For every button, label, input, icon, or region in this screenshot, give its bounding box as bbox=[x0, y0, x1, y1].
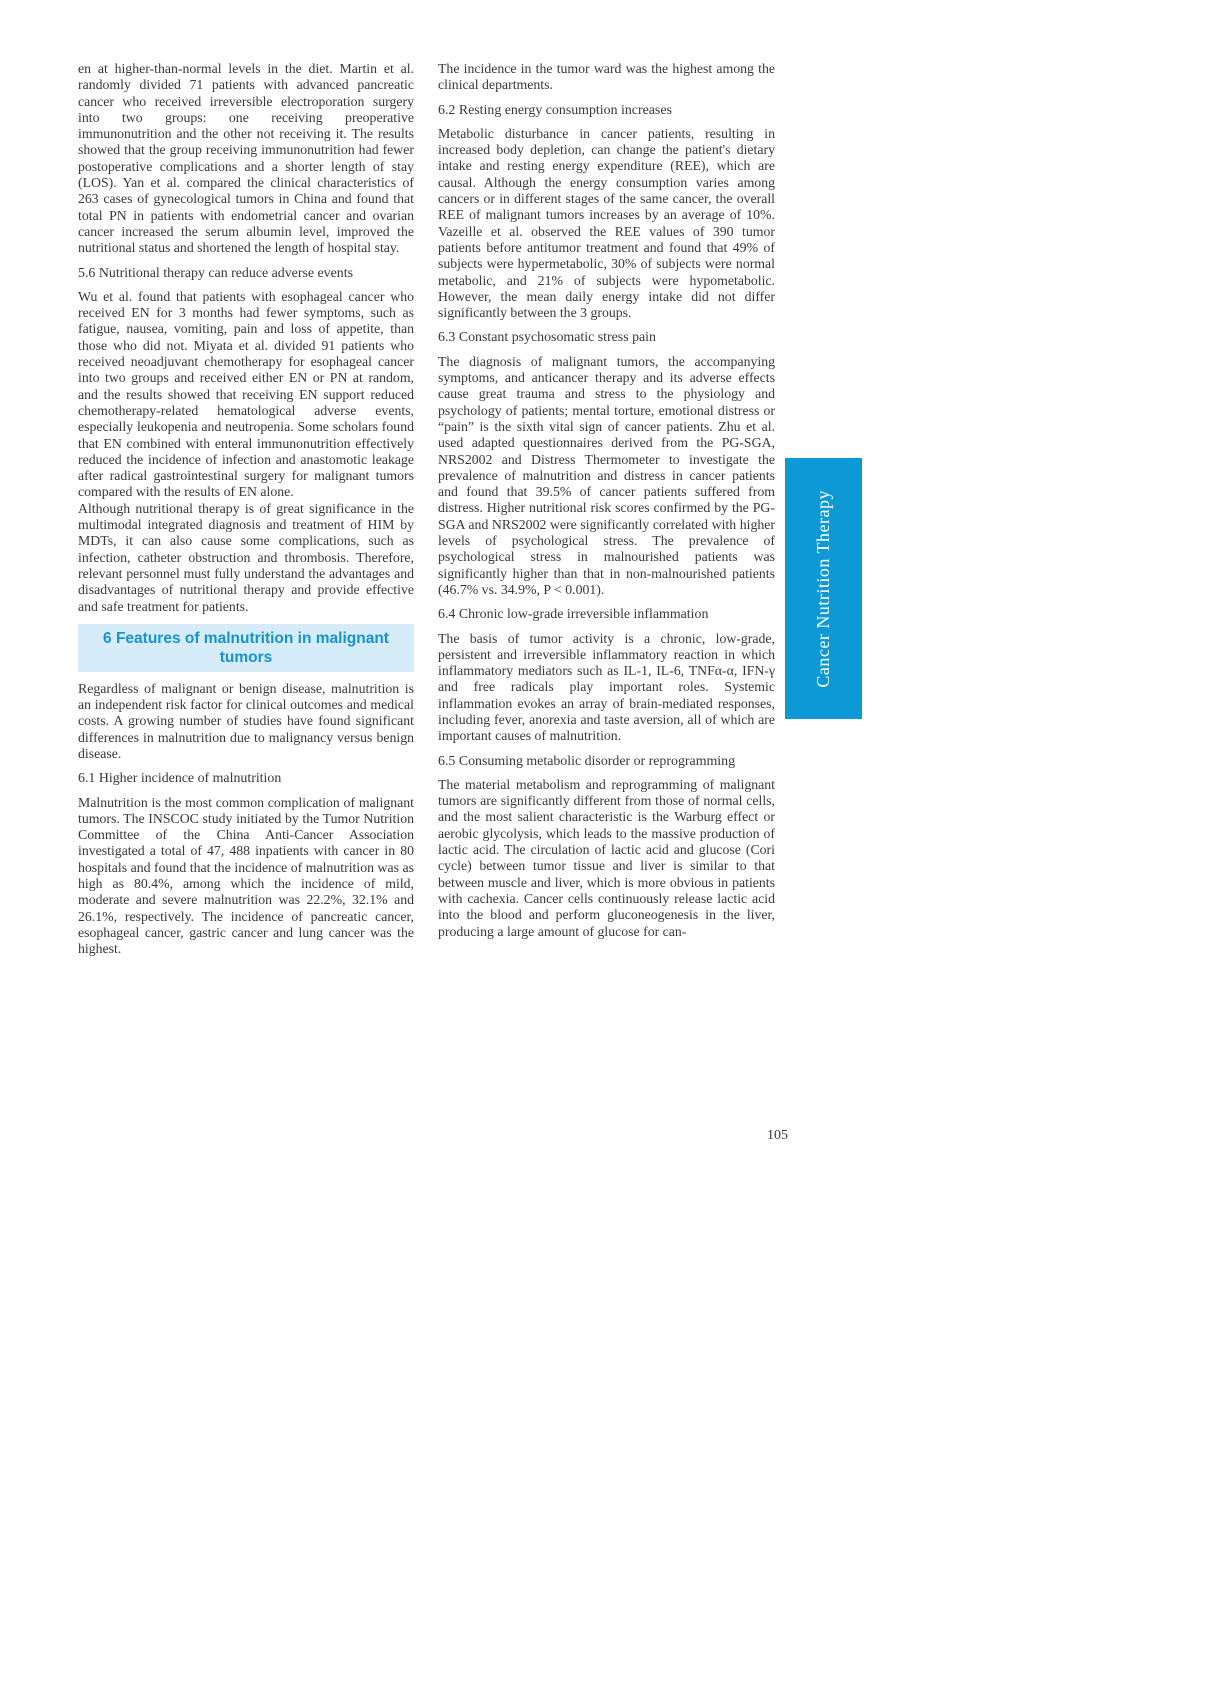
heading-6-2: 6.2 Resting energy consumption increases bbox=[438, 102, 672, 118]
paragraph: The material metabolism and reprogramming of malignant tumors are significantly different from those of normal cells, and the most salient characteristic is the Warburg effect or aerobic glycolysis, which leads to the massive production of lactic acid. The circulation of lactic acid and glucose (Cori cycle) between tumor tissue and liver is similar to that between muscle and liver, which is more obvious in patients with cachexia. Cancer cells continuously release lactic acid into the blood and perform gluconeogenesis in the liver, producing a large amount of glucose for can- bbox=[438, 776, 775, 939]
paragraph-continued-from-previous-page: en at higher-than-normal levels in the diet. Martin et al. randomly divided 71 patients with advanced pancreatic cancer who received irreversible electroporation surgery into two groups: one receiving preoperative immunonutrition and the other not receiving it. The results showed that the group receiving immunonutrition had fewer postoperative complications and a shorter length of stay (LOS). Yan et al. compared the clinical characteristics of 263 cases of gynecological tumors in China and found that total PN in patients with endometrial cancer and ovarian cancer increased the serum albumin level, improved the nutritional status and shortened the length of hospital stay. bbox=[78, 61, 414, 256]
heading-6-4: 6.4 Chronic low-grade irreversible inflammation bbox=[438, 607, 709, 623]
page-number: 105 bbox=[767, 1128, 788, 1143]
heading-6-3: 6.3 Constant psychosomatic stress pain bbox=[438, 330, 656, 346]
right-column bbox=[438, 61, 775, 940]
paragraph: Metabolic disturbance in cancer patients, resulting in increased body depletion, can change the patient's dietary intake and resting energy expenditure (REE), which are causal. Although the energy consumption varies among cancers or in different stages of the same cancer, the overall REE of malignant tumors increases by an average of 10%. Vazeille et al. observed the REE values of 390 tumor patients before antitumor treatment and found that 49% of subjects were hypermetabolic, 30% of subjects were normal metabolic, and 21% of subjects were hypometabolic. However, the mean daily energy intake did not differ significantly between the 3 groups. bbox=[438, 125, 775, 321]
paragraph: The incidence in the tumor ward was the highest among the clinical departments. bbox=[438, 61, 775, 93]
paragraph: Malnutrition is the most common complication of malignant tumors. The INSCOC study initiated by the Tumor Nutrition Committee of the China Anti-Cancer Association investigated a total of 47, 488 inpatients with cancer in 80 hospitals and found that the incidence of malnutrition was as high as 80.4%, among which the incidence of mild, moderate and severe malnutrition was 22.2%, 32.1% and 26.1%, respectively. The incidence of pancreatic cancer, esophageal cancer, gastric cancer and lung cancer was the highest. bbox=[78, 794, 414, 957]
chapter-side-tab-label: Cancer Nutrition Therapy bbox=[813, 489, 833, 688]
left-column bbox=[78, 61, 414, 958]
heading-5-6: 5.6 Nutritional therapy can reduce adverse events bbox=[78, 265, 353, 281]
heading-6-1: 6.1 Higher incidence of malnutrition bbox=[78, 771, 282, 787]
chapter-side-tab bbox=[785, 458, 862, 719]
paragraph: The basis of tumor activity is a chronic, low-grade, persistent and irreversible inflammatory reaction in which inflammatory mediators such as IL-1, IL-6, TNFα-α, IFN-γ and free radicals play important roles. Systemic inflammation evokes an array of brain-mediated responses, including fever, anorexia and taste aversion, all of which are important causes of malnutrition. bbox=[438, 630, 775, 744]
heading-6-5: 6.5 Consuming metabolic disorder or reprogramming bbox=[438, 753, 736, 769]
paragraph: Wu et al. found that patients with esophageal cancer who received EN for 3 months had fewer symptoms, such as fatigue, nausea, vomiting, pain and loss of appetite, than those who did not. Miyata et al. divided 91 patients who received neoadjuvant chemotherapy for esophageal cancer into two groups and received either EN or PN at random, and the results showed that receiving EN support reduced chemotherapy-related hematological adverse events, especially leukopenia and neutropenia. Some scholars found that EN combined with enteral immunonutrition effectively reduced the incidence of infection and anastomotic leakage after radical gastrointestinal surgery for malignant tumors compared with the results of EN alone. bbox=[78, 288, 414, 500]
paragraph: The diagnosis of malignant tumors, the accompanying symptoms, and anticancer therapy and its adverse effects cause great trauma and stress to the physiology and psychology of patients; mental torture, emotional distress or “pain” is the sixth vital sign of cancer patients. Zhu et al. used adapted questionnaires derived from the PG-SGA, NRS2002 and Distress Thermometer to investigate the prevalence of malnutrition and distress in cancer patients and found that 39.5% of cancer patients suffered from distress. Higher nutritional risk scores confirmed by the PG-SGA and NRS2002 were significantly correlated with higher levels of psychological stress. The prevalence of psychological stress in malnourished patients was significantly higher than that in non-malnourished patients (46.7% vs. 34.9%, P < 0.001). bbox=[438, 353, 775, 597]
paragraph: Although nutritional therapy is of great significance in the multimodal integrated diagnosis and treatment of HIM by MDTs, it can also cause some complications, such as infection, catheter obstruction and thrombosis. Therefore, relevant personnel must fully understand the advantages and disadvantages of nutritional therapy and provide effective and safe treatment for patients. bbox=[78, 500, 414, 614]
section-heading-6-banner: 6 Features of malnutrition in malignant tumors bbox=[78, 624, 414, 672]
paragraph: Regardless of malignant or benign disease, malnutrition is an independent risk factor for clinical outcomes and medical costs. A growing number of studies have found significant differences in malnutrition due to malignancy versus benign disease. bbox=[78, 680, 414, 761]
